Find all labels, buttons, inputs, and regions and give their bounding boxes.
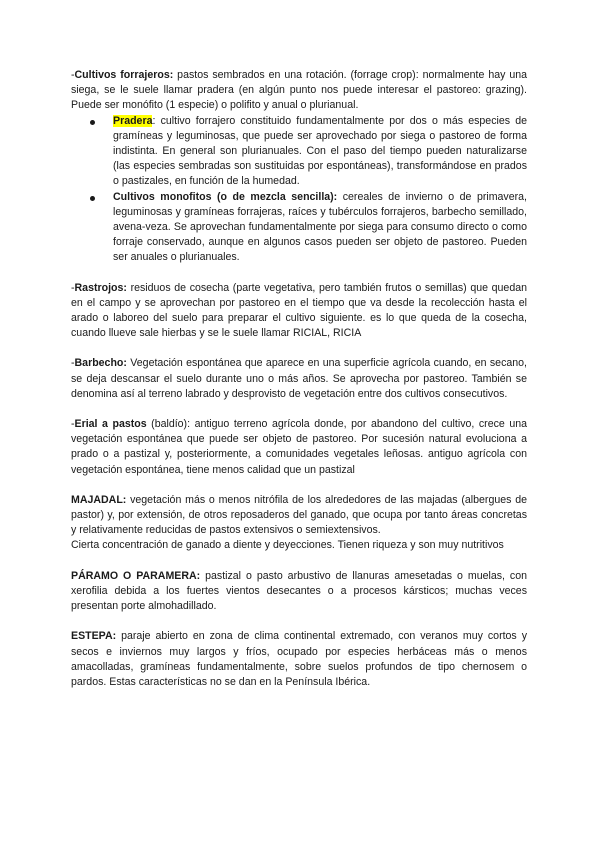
- term-majadal: MAJADAL:: [71, 493, 127, 506]
- section-majadal: [71, 493, 527, 554]
- section-estepa: [71, 629, 527, 690]
- paragraph-erial-a-pastos: [71, 417, 527, 478]
- definition-rastrojos: residuos de cosecha (parte vegetativa, pero también frutos o semillas) que quedan en el campo y se aprovechan por pastoreo en el tiempo que va desde la recolección hasta el arado o laboreo del suelo para preparar el cultivo siguiente. es lo que queda de la cosecha, cuando llueve sale hierbas y se le suele llamar RICIAL, RICIA: [71, 281, 527, 340]
- term-cultivos-monofitos: Cultivos monofitos (o de mezcla sencilla):: [113, 190, 338, 203]
- definition-estepa: paraje abierto en zona de clima continental extremado, con veranos muy cortos y secos e inviernos muy largos y fríos, ocupado por especies herbáceas más o menos amacolladas, gramíneas fundamentalmente, sobre suelos profundos de tipo chernosem o pardos. Estas características no se dan en la Península Ibérica.: [71, 630, 527, 688]
- dash-prefix: -: [71, 281, 75, 294]
- section-cultivos-forrajeros: [71, 68, 527, 266]
- paragraph-estepa: [71, 629, 527, 690]
- document-page: [71, 68, 527, 705]
- section-paramo: [71, 569, 527, 615]
- paragraph-rastrojos: [71, 281, 527, 342]
- bullet-icon: [90, 196, 95, 201]
- bullet-icon: [90, 120, 95, 125]
- section-rastrojos: [71, 281, 527, 342]
- bullet-list: [71, 114, 527, 266]
- paragraph-barbecho: [71, 356, 527, 402]
- note-majadal: Cierta concentración de ganado a diente y deyecciones. Tienen riqueza y son muy nutritivos: [71, 539, 504, 552]
- paragraph-majadal: [71, 493, 527, 539]
- definition-cultivos-forrajeros: pastos sembrados en una rotación. (forrage crop): normalmente hay una siega, se le suele llamar pradera (en algún punto nos puede interesar el pastoreo: grazing). Puede ser monófito (1 especie) o polifito y anual o plurianual.: [71, 69, 528, 112]
- dash-prefix: -: [71, 69, 75, 81]
- term-rastrojos: Rastrojos:: [74, 281, 127, 294]
- term-erial-a-pastos: Erial a pastos: [74, 418, 147, 431]
- section-erial-a-pastos: [71, 417, 527, 478]
- term-paramo: PÁRAMO O PARAMERA:: [71, 569, 201, 582]
- paragraph-cultivos-forrajeros: [71, 68, 527, 114]
- term-cultivos-forrajeros: Cultivos forrajeros:: [74, 69, 174, 81]
- definition-majadal: vegetación más o menos nitrófila de los alrededores de las majadas (albergues de pastor) y, por extensión, de otros reposaderos del ganado, que ocupa por tanto áreas concretas y relativamente reducidas de pastos extensivos o semiextensivos.: [71, 493, 527, 537]
- term-pradera: Pradera: [113, 114, 153, 127]
- definition-pradera: : cultivo forrajero constituido fundamentalmente por dos o más especies de gramíneas y leguminosas, que puede ser aprovechado por siega o pastoreo de forma indistinta. En general son plurianuales. Con el paso del tiempo pueden naturalizarse (las especies sembradas son sustituidas por espontáneas), transformándose en prados o pastizales, en función de la humedad.: [113, 114, 527, 188]
- paragraph-paramo: [71, 569, 527, 615]
- term-barbecho: Barbecho:: [74, 357, 127, 370]
- dash-prefix: -: [71, 357, 75, 370]
- term-estepa: ESTEPA:: [71, 630, 117, 643]
- list-item-cultivos-monofitos: [71, 190, 527, 266]
- list-item-pradera: [71, 114, 527, 190]
- definition-cultivos-monofitos: cereales de invierno o de primavera, leguminosas y gramíneas forrajeras, raíces y tubérculos forrajeros, barbecho semillado, avena-veza. Se aprovechan fundamentalmente por siega para consumo directo o como forraje conservado, aunque en algunos casos pueden ser objeto de pastoreo. Pueden ser anuales o plurianuales.: [113, 190, 527, 264]
- definition-erial-a-pastos: (baldío): antiguo terreno agrícola donde, por abandono del cultivo, crece una vegetación espontánea que puede ser objeto de pastoreo. Por sucesión natural evoluciona a prado o a pastizal y, posteriormente, a comunidades vegetales leñosas. antiguo agrícola con vegetación espontánea, tiene menos calidad que un pastizal: [71, 418, 527, 476]
- dash-prefix: -: [71, 418, 75, 431]
- section-barbecho: [71, 356, 527, 402]
- definition-paramo: pastizal o pasto arbustivo de llanuras amesetadas o muelas, con xerofilia debida a los fuertes vientos desecantes o a procesos kársticos; muchas veces presentan porte almohadillado.: [71, 569, 527, 613]
- definition-barbecho: Vegetación espontánea que aparece en una superficie agrícola cuando, en secano, se deja descansar el suelo durante uno o más años. Se aprovecha por pastoreo. También se denomina así al terreno labrado y desprovisto de vegetación entre dos cultivos consecutivos.: [71, 357, 527, 400]
